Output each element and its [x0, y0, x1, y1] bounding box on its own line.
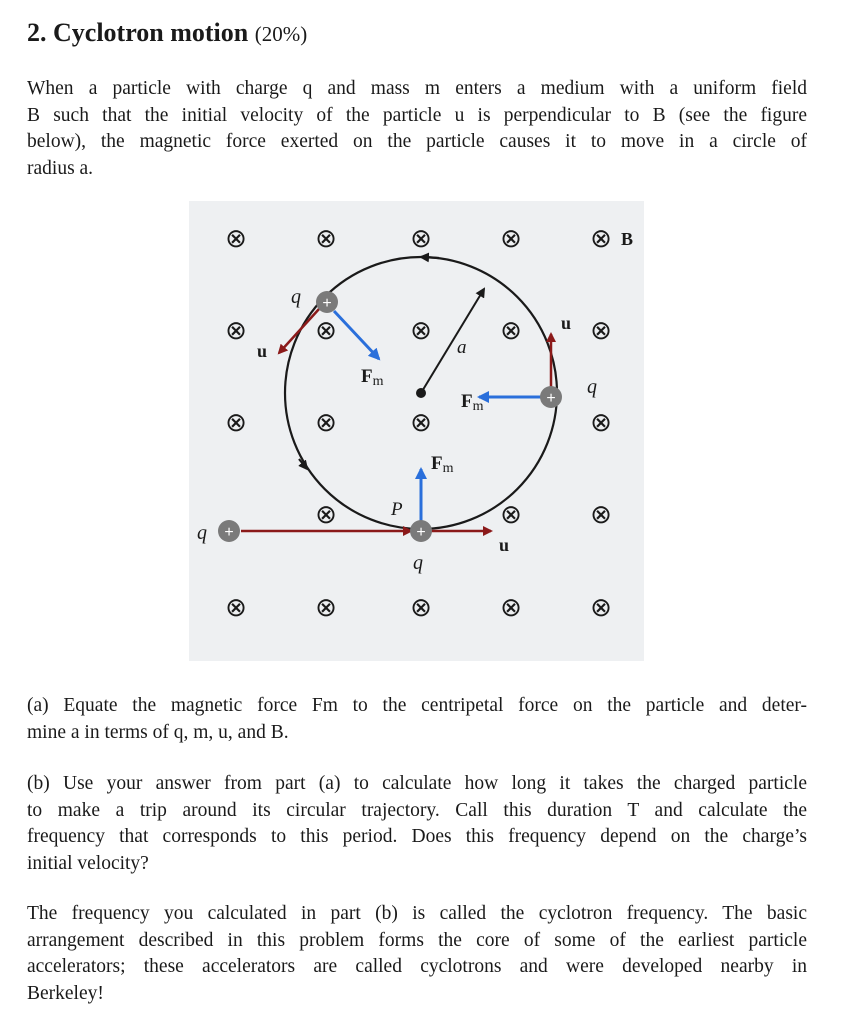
force-arrow-upper-left [334, 311, 379, 359]
radius-label: a [457, 337, 467, 358]
field-into-page-icon: ⊗ [315, 316, 337, 346]
closing-line-1: The frequency you calculated in part (b) is called the cyclotron frequency. The basic [27, 903, 807, 924]
part-a-paragraph [27, 693, 807, 746]
field-into-page-icon: ⊗ [410, 593, 432, 623]
field-into-page-icon: ⊗ [315, 408, 337, 438]
orbit-center-dot [416, 388, 426, 398]
field-into-page-icon: ⊗ [590, 316, 612, 346]
field-into-page-icon: ⊗ [225, 224, 247, 254]
charge-bottom-label: q [413, 552, 423, 574]
velocity-arrow-upper-left [279, 309, 319, 353]
field-into-page-icon: ⊗ [500, 500, 522, 530]
field-into-page-icon: ⊗ [590, 408, 612, 438]
incoming-charge-label: q [197, 522, 207, 544]
intro-line-1: When a particle with charge q and mass m enters a medium with a uniform field [27, 78, 807, 99]
field-into-page-icon: ⊗ [500, 316, 522, 346]
problem-number: 2. [27, 18, 47, 47]
part-a-line-2: mine a in terms of q, m, u, and B. [27, 721, 289, 743]
closing-line-2: arrangement described in this problem forms the core of some of the earliest particle [27, 929, 807, 951]
field-into-page-icon: ⊗ [225, 316, 247, 346]
svg-text:+: + [546, 390, 556, 407]
part-b-line-3: frequency that corresponds to this period. Does this frequency depend on the charge’s [27, 826, 807, 847]
cyclotron-diagram [189, 201, 644, 661]
field-into-page-icon: ⊗ [315, 500, 337, 530]
force-label-upper-left: Fm [361, 366, 384, 389]
velocity-label-right: u [561, 313, 572, 333]
force-label-bottom: Fm [431, 453, 454, 476]
field-into-page-icon: ⊗ [500, 593, 522, 623]
field-into-page-icon: ⊗ [590, 500, 612, 530]
part-b-line-4: initial velocity? [27, 852, 149, 874]
field-into-page-icon: ⊗ [500, 224, 522, 254]
closing-line-4: Berkeley! [27, 982, 104, 1004]
problem-title: Cyclotron motion [53, 18, 249, 47]
intro-line-3: below), the magnetic force exerted on the particle causes it to move in a circle of [27, 131, 807, 152]
charge-upper-left [316, 291, 338, 313]
part-b-paragraph [27, 771, 807, 877]
charge-right [540, 386, 562, 408]
closing-line-3: accelerators; these accelerators are called cyclotrons and were developed nearby in [27, 956, 807, 977]
intro-line-4: radius a. [27, 157, 94, 179]
part-a-line-1: (a) Equate the magnetic force Fm to the centripetal force on the particle and deter- [27, 695, 807, 716]
charge-at-p [410, 520, 432, 542]
closing-paragraph [27, 901, 807, 1007]
field-into-page-icon: ⊗ [225, 408, 247, 438]
field-into-page-icon: ⊗ [410, 316, 432, 346]
intro-paragraph [27, 76, 807, 182]
problem-weight: (20%) [254, 22, 308, 46]
field-into-page-icon: ⊗ [590, 224, 612, 254]
velocity-label-upper-left: u [257, 341, 268, 361]
field-label: B [621, 229, 634, 249]
field-into-page-icon: ⊗ [410, 408, 432, 438]
incoming-charge [218, 520, 240, 542]
svg-text:+: + [224, 524, 234, 541]
part-b-line-2: to make a trip around its circular trajectory. Call this duration T and calculate the [27, 799, 807, 821]
problem-heading [27, 18, 307, 48]
charge-right-label: q [587, 376, 597, 398]
field-into-page-icon: ⊗ [590, 593, 612, 623]
field-into-page-icon: ⊗ [315, 224, 337, 254]
part-b-line-1: (b) Use your answer from part (a) to calculate how long it takes the charged particle [27, 773, 807, 794]
svg-text:+: + [416, 524, 426, 541]
field-into-page-icon: ⊗ [315, 593, 337, 623]
orbit-direction-top-arrow [421, 257, 439, 258]
intro-line-2: B such that the initial velocity of the particle u is perpendicular to B (see the figure [27, 104, 807, 126]
point-p-label: P [391, 499, 403, 520]
svg-text:+: + [322, 295, 332, 312]
charge-upper-left-label: q [291, 286, 301, 308]
cyclotron-figure [189, 201, 644, 661]
field-into-page-icon: ⊗ [410, 224, 432, 254]
velocity-label-bottom: u [499, 535, 510, 555]
force-label-right: Fm [461, 391, 484, 414]
field-into-page-icon: ⊗ [225, 593, 247, 623]
